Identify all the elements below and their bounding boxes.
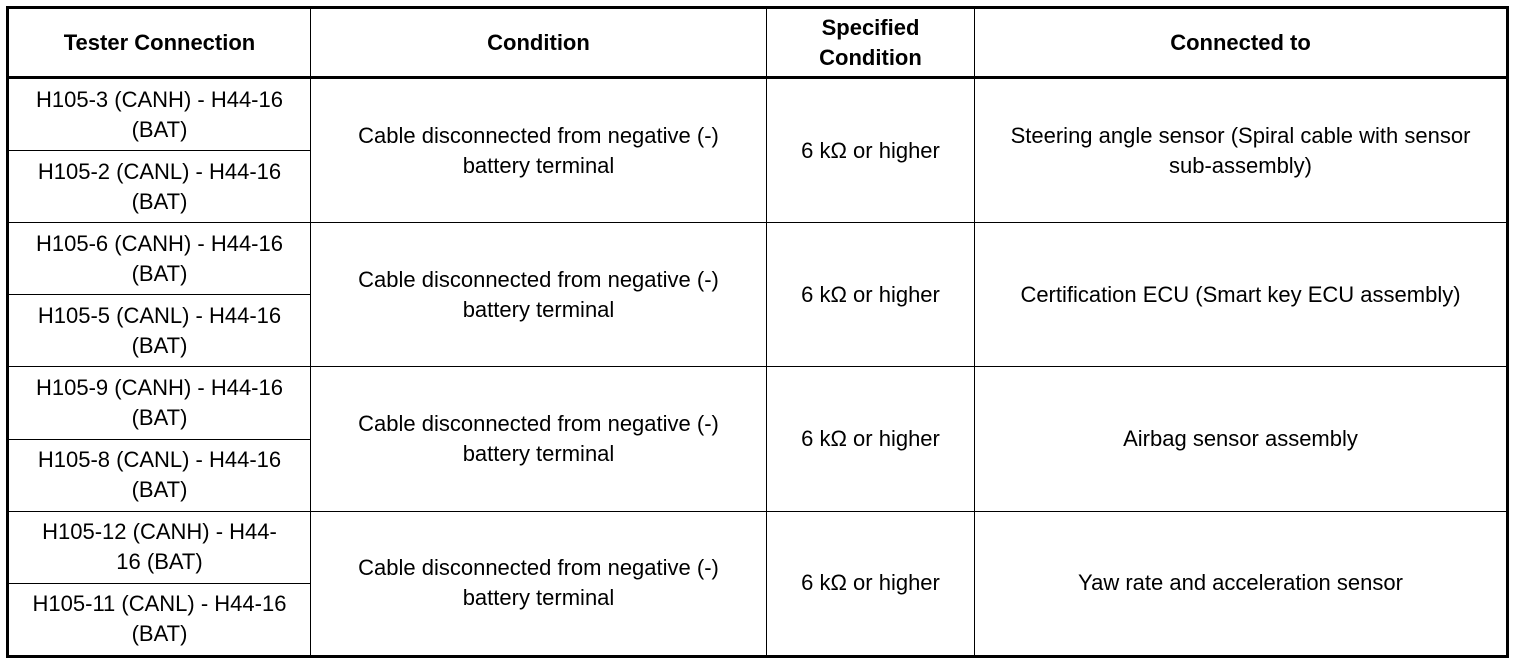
tester-connection-cell: H105-2 (CANL) - H44-16 (BAT)	[8, 151, 311, 223]
connected-to-cell: Certification ECU (Smart key ECU assembly)	[975, 223, 1508, 367]
condition-cell: Cable disconnected from negative (-) battery terminal	[311, 78, 767, 223]
connected-to-cell: Airbag sensor assembly	[975, 367, 1508, 511]
condition-cell: Cable disconnected from negative (-) battery terminal	[311, 223, 767, 367]
tester-connection-cell: H105-11 (CANL) - H44-16 (BAT)	[8, 583, 311, 656]
condition-cell: Cable disconnected from negative (-) battery terminal	[311, 511, 767, 656]
connected-to-cell: Steering angle sensor (Spiral cable with sensor sub-assembly)	[975, 78, 1508, 223]
tester-connection-cell: H105-5 (CANL) - H44-16 (BAT)	[8, 295, 311, 367]
table-row	[8, 367, 1508, 439]
header-specified-condition: Specified Condition	[767, 8, 975, 78]
specified-condition-cell: 6 kΩ or higher	[767, 223, 975, 367]
header-connected-to: Connected to	[975, 8, 1508, 78]
connected-to-cell: Yaw rate and acceleration sensor	[975, 511, 1508, 656]
tester-connection-cell: H105-3 (CANH) - H44-16 (BAT)	[8, 78, 311, 151]
specified-condition-cell: 6 kΩ or higher	[767, 78, 975, 223]
spec-table	[6, 6, 1509, 658]
header-tester-connection: Tester Connection	[8, 8, 311, 78]
specified-condition-cell: 6 kΩ or higher	[767, 367, 975, 511]
tester-connection-cell: H105-8 (CANL) - H44-16 (BAT)	[8, 439, 311, 511]
header-condition: Condition	[311, 8, 767, 78]
table-row	[8, 78, 1508, 151]
header-row	[8, 8, 1508, 78]
tester-connection-cell: H105-9 (CANH) - H44-16 (BAT)	[8, 367, 311, 439]
tester-connection-cell: H105-6 (CANH) - H44-16 (BAT)	[8, 223, 311, 295]
condition-cell: Cable disconnected from negative (-) battery terminal	[311, 367, 767, 511]
tester-connection-cell: H105-12 (CANH) - H44-16 (BAT)	[8, 511, 311, 583]
specified-condition-cell: 6 kΩ or higher	[767, 511, 975, 656]
table-row	[8, 223, 1508, 295]
table-row	[8, 511, 1508, 583]
